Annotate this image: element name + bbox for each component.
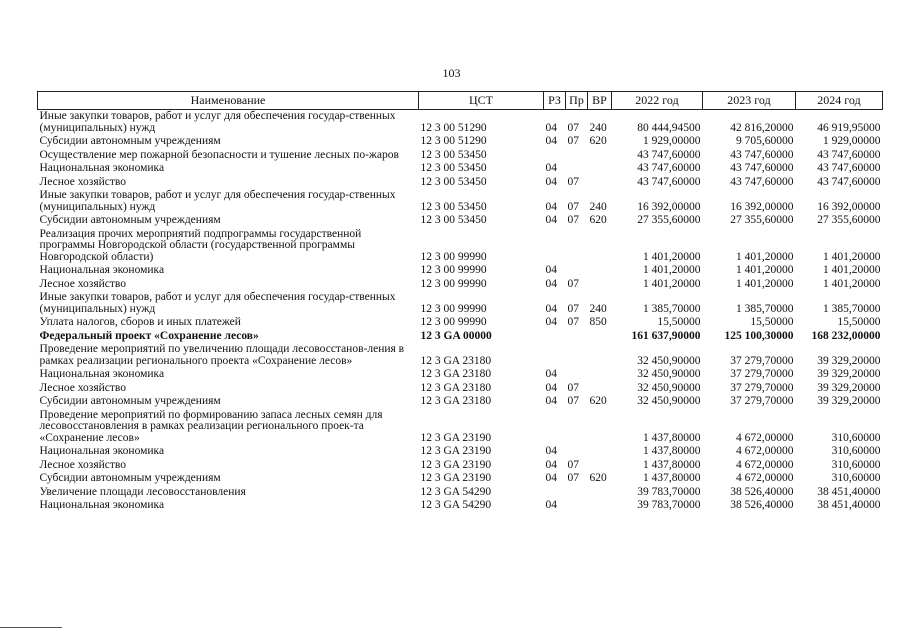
cell-name: Лесное хозяйство (39, 381, 127, 394)
cell-rz: 04 (545, 499, 557, 511)
header-cst: ЦСТ (419, 92, 544, 110)
cell-2023: 27 355,60000 (730, 214, 794, 226)
cell-vr (588, 499, 612, 513)
cell-2023: 42 816,20000 (730, 121, 794, 134)
cell-2024: 310,60000 (831, 472, 881, 484)
cell-rz: 04 (545, 277, 557, 290)
cell-rz: 04 (545, 302, 557, 315)
cell-2024: 1 385,70000 (823, 302, 881, 315)
cell-vr (588, 228, 612, 265)
cell-pr: 07 (567, 458, 579, 471)
table-row (38, 395, 883, 409)
cell-pr: 07 (567, 277, 579, 290)
cell-2024: 310,60000 (831, 458, 881, 471)
cell-vr (588, 278, 612, 292)
table-row (38, 110, 883, 136)
cell-2022: 32 450,90000 (637, 368, 701, 380)
cell-rz: 04 (545, 135, 557, 147)
cell-2022: 39 783,70000 (637, 499, 701, 511)
cell-pr (566, 149, 588, 163)
cell-cst: 12 3 GA 23180 (420, 395, 492, 407)
cell-name: Национальная экономика (39, 368, 165, 380)
table-row (38, 135, 883, 149)
cell-2024: 1 401,20000 (823, 250, 881, 263)
cell-2023: 43 747,60000 (730, 148, 794, 161)
cell-vr (588, 149, 612, 163)
table-row (38, 445, 883, 459)
cell-cst: 12 3 00 99990 (420, 264, 487, 276)
cell-rz (544, 343, 566, 368)
cell-vr: 240 (589, 302, 607, 315)
cell-2022: 15,50000 (657, 316, 701, 328)
cell-2022: 1 437,80000 (643, 458, 701, 471)
cell-2024: 43 747,60000 (817, 148, 881, 161)
cell-2024: 168 232,00000 (811, 329, 881, 342)
cell-vr: 240 (589, 200, 607, 213)
cell-cst: 12 3 GA 23180 (420, 354, 492, 367)
cell-pr: 07 (567, 395, 579, 407)
cell-rz: 04 (545, 381, 557, 394)
cell-2024: 1 929,00000 (823, 135, 881, 147)
cell-2022: 39 783,70000 (637, 485, 701, 498)
cell-rz: 04 (545, 175, 557, 188)
header-vr: ВР (588, 92, 612, 110)
table-row (38, 343, 883, 368)
cell-rz: 04 (545, 395, 557, 407)
cell-2022: 43 747,60000 (637, 175, 701, 188)
table-row (38, 499, 883, 513)
cell-2024: 27 355,60000 (817, 214, 881, 226)
cell-name: Лесное хозяйство (39, 458, 127, 471)
cell-name: Проведение мероприятий по формированию запаса лесных семян для лесовосстановления в рамках реализации регионального проек-та «Сохранение лесов» (39, 408, 383, 444)
cell-2023: 1 401,20000 (736, 250, 794, 263)
cell-2024: 39 329,20000 (817, 368, 881, 380)
cell-2022: 32 450,90000 (637, 354, 701, 367)
cell-2023: 38 526,40000 (730, 499, 794, 511)
cell-cst: 12 3 00 51290 (420, 121, 487, 134)
cell-name: Субсидии автономным учреждениям (39, 395, 221, 407)
cell-2023: 37 279,70000 (730, 395, 794, 407)
cell-cst: 12 3 GA 23190 (420, 472, 492, 484)
cell-pr: 07 (567, 381, 579, 394)
table-row (38, 291, 883, 316)
cell-2023: 4 672,00000 (736, 472, 794, 484)
cell-name: Уплата налогов, сборов и иных платежей (39, 316, 241, 328)
cell-cst: 12 3 GA 00000 (420, 329, 492, 342)
cell-vr (588, 162, 612, 176)
cell-2024: 310,60000 (831, 445, 881, 457)
cell-name: Лесное хозяйство (39, 277, 127, 290)
cell-pr: 07 (567, 316, 579, 328)
cell-vr (588, 368, 612, 382)
cell-cst: 12 3 00 99990 (420, 302, 487, 315)
cell-name: Иные закупки товаров, работ и услуг для обеспечения государ-ственных (муниципальных) нужд (39, 189, 396, 213)
cell-vr (588, 330, 612, 344)
cell-2022: 32 450,90000 (637, 395, 701, 407)
table-row (38, 472, 883, 486)
cell-vr (588, 264, 612, 278)
cell-pr (566, 343, 588, 368)
cell-pr: 07 (567, 135, 579, 147)
cell-name: Субсидии автономным учреждениям (39, 214, 221, 226)
cell-cst: 12 3 00 99990 (420, 316, 487, 328)
table-row (38, 264, 883, 278)
cell-vr (588, 445, 612, 459)
cell-rz: 04 (545, 445, 557, 457)
cell-2024: 1 401,20000 (823, 264, 881, 276)
header-rz: РЗ (544, 92, 566, 110)
cell-rz: 04 (545, 264, 557, 276)
cell-cst: 12 3 00 53450 (420, 162, 487, 174)
cell-vr: 620 (589, 395, 607, 407)
cell-vr (588, 409, 612, 446)
table-row (38, 189, 883, 214)
cell-pr: 07 (567, 200, 579, 213)
cell-name: Лесное хозяйство (39, 175, 127, 188)
cell-2023: 4 672,00000 (736, 445, 794, 457)
cell-pr (566, 330, 588, 344)
table-row (38, 228, 883, 265)
cell-2022: 43 747,60000 (637, 148, 701, 161)
cell-name: Национальная экономика (39, 162, 165, 174)
cell-cst: 12 3 GA 23190 (420, 458, 492, 471)
table-row (38, 330, 883, 344)
cell-rz (544, 228, 566, 265)
cell-name: Иные закупки товаров, работ и услуг для обеспечения государ-ственных (муниципальных) нужд (39, 110, 396, 134)
cell-2022: 27 355,60000 (637, 214, 701, 226)
cell-2022: 1 401,20000 (643, 277, 701, 290)
cell-2022: 1 385,70000 (643, 302, 701, 315)
cell-2024: 46 919,95000 (817, 121, 881, 134)
cell-2023: 125 100,30000 (724, 329, 794, 342)
cell-2023: 38 526,40000 (730, 485, 794, 498)
cell-pr (566, 409, 588, 446)
cell-cst: 12 3 00 53450 (420, 175, 487, 188)
cell-vr (588, 459, 612, 473)
table-row (38, 316, 883, 330)
cell-2023: 4 672,00000 (736, 431, 794, 444)
table-row (38, 162, 883, 176)
table-row (38, 278, 883, 292)
cell-2023: 15,50000 (750, 316, 794, 328)
cell-2022: 161 637,90000 (631, 329, 701, 342)
cell-2023: 1 401,20000 (736, 277, 794, 290)
footer-rule (0, 627, 62, 628)
table-row (38, 368, 883, 382)
table-row (38, 149, 883, 163)
cell-2022: 1 437,80000 (643, 431, 701, 444)
cell-vr (588, 486, 612, 500)
cell-pr: 07 (567, 472, 579, 484)
cell-2023: 37 279,70000 (730, 368, 794, 380)
cell-2022: 1 929,00000 (643, 135, 701, 147)
page-number: 103 (442, 66, 461, 80)
table-row (38, 176, 883, 190)
cell-pr: 07 (567, 302, 579, 315)
cell-name: Осуществление мер пожарной безопасности и тушение лесных по-жаров (39, 148, 399, 161)
cell-rz: 04 (545, 458, 557, 471)
cell-2023: 16 392,00000 (730, 200, 794, 213)
cell-cst: 12 3 00 53450 (420, 200, 487, 213)
cell-vr: 620 (589, 472, 607, 484)
cell-cst: 12 3 GA 23190 (420, 431, 492, 444)
cell-pr (566, 162, 588, 176)
cell-2022: 43 747,60000 (637, 162, 701, 174)
cell-name: Субсидии автономным учреждениям (39, 472, 221, 484)
cell-name: Иные закупки товаров, работ и услуг для обеспечения государ-ственных (муниципальных) нужд (39, 291, 396, 315)
cell-name: Проведение мероприятий по увеличению площади лесовосстанов-ления в рамках реализации регионального проекта «Сохранение лесов» (39, 343, 405, 367)
table-row (38, 214, 883, 228)
cell-2024: 43 747,60000 (817, 162, 881, 174)
cell-vr: 240 (589, 121, 607, 134)
cell-2024: 38 451,40000 (817, 499, 881, 511)
cell-name: Реализация прочих мероприятий подпрограммы государственной программы Новгородской области (государственной программы Новгородской области) (39, 227, 362, 263)
header-2024: 2024 год (796, 92, 883, 110)
cell-rz (544, 330, 566, 344)
table-row (38, 486, 883, 500)
cell-cst: 12 3 GA 23180 (420, 381, 492, 394)
cell-2023: 1 401,20000 (736, 264, 794, 276)
cell-2024: 43 747,60000 (817, 175, 881, 188)
cell-2023: 9 705,60000 (736, 135, 794, 147)
cell-pr: 07 (567, 121, 579, 134)
table-row (38, 382, 883, 396)
cell-rz: 04 (545, 368, 557, 380)
cell-vr: 620 (589, 214, 607, 226)
cell-pr (566, 486, 588, 500)
cell-2023: 4 672,00000 (736, 458, 794, 471)
cell-2022: 16 392,00000 (637, 200, 701, 213)
cell-rz (544, 149, 566, 163)
table-header (38, 92, 883, 110)
cell-2023: 43 747,60000 (730, 162, 794, 174)
cell-cst: 12 3 00 53450 (420, 148, 487, 161)
cell-vr (588, 343, 612, 368)
cell-cst: 12 3 00 53450 (420, 214, 487, 226)
cell-rz: 04 (545, 162, 557, 174)
table-row (38, 409, 883, 446)
cell-pr (566, 264, 588, 278)
cell-name: Увеличение площади лесовосстановления (39, 485, 246, 498)
table-body (38, 110, 883, 513)
cell-rz (544, 409, 566, 446)
header-2022: 2022 год (612, 92, 703, 110)
cell-name: Национальная экономика (39, 499, 165, 511)
cell-rz: 04 (545, 472, 557, 484)
cell-name: Национальная экономика (39, 264, 165, 276)
cell-2022: 1 401,20000 (643, 250, 701, 263)
cell-pr (566, 445, 588, 459)
cell-name: Федеральный проект «Сохранение лесов» (39, 329, 259, 342)
cell-2024: 39 329,20000 (817, 381, 881, 394)
cell-name: Субсидии автономным учреждениям (39, 135, 221, 147)
table-row (38, 459, 883, 473)
cell-rz: 04 (545, 316, 557, 328)
cell-2023: 37 279,70000 (730, 354, 794, 367)
header-name: Наименование (38, 92, 419, 110)
cell-2024: 1 401,20000 (823, 277, 881, 290)
cell-pr (566, 228, 588, 265)
cell-cst: 12 3 GA 23190 (420, 445, 492, 457)
cell-2023: 1 385,70000 (736, 302, 794, 315)
cell-rz (544, 486, 566, 500)
cell-pr: 07 (567, 214, 579, 226)
cell-cst: 12 3 00 51290 (420, 135, 487, 147)
cell-2022: 80 444,94500 (637, 121, 701, 134)
cell-rz: 04 (545, 200, 557, 213)
cell-2022: 1 437,80000 (643, 445, 701, 457)
cell-pr: 07 (567, 175, 579, 188)
cell-name: Национальная экономика (39, 445, 165, 457)
cell-2024: 38 451,40000 (817, 485, 881, 498)
cell-2022: 1 401,20000 (643, 264, 701, 276)
cell-vr: 850 (589, 316, 607, 328)
cell-rz: 04 (545, 214, 557, 226)
header-2023: 2023 год (703, 92, 796, 110)
header-pr: Пр (566, 92, 588, 110)
budget-table (37, 91, 883, 513)
cell-cst: 12 3 GA 54290 (420, 499, 492, 511)
cell-cst: 12 3 00 99990 (420, 277, 487, 290)
cell-2024: 39 329,20000 (817, 354, 881, 367)
cell-cst: 12 3 00 99990 (420, 250, 487, 263)
cell-2022: 32 450,90000 (637, 381, 701, 394)
cell-vr (588, 382, 612, 396)
cell-2024: 39 329,20000 (817, 395, 881, 407)
cell-rz: 04 (545, 121, 557, 134)
cell-cst: 12 3 GA 23180 (420, 368, 492, 380)
cell-vr: 620 (589, 135, 607, 147)
cell-2024: 15,50000 (837, 316, 881, 328)
cell-2023: 37 279,70000 (730, 381, 794, 394)
cell-2022: 1 437,80000 (643, 472, 701, 484)
cell-cst: 12 3 GA 54290 (420, 485, 492, 498)
cell-pr (566, 499, 588, 513)
cell-vr (588, 176, 612, 190)
cell-pr (566, 368, 588, 382)
cell-2024: 16 392,00000 (817, 200, 881, 213)
cell-2024: 310,60000 (831, 431, 881, 444)
cell-2023: 43 747,60000 (730, 175, 794, 188)
